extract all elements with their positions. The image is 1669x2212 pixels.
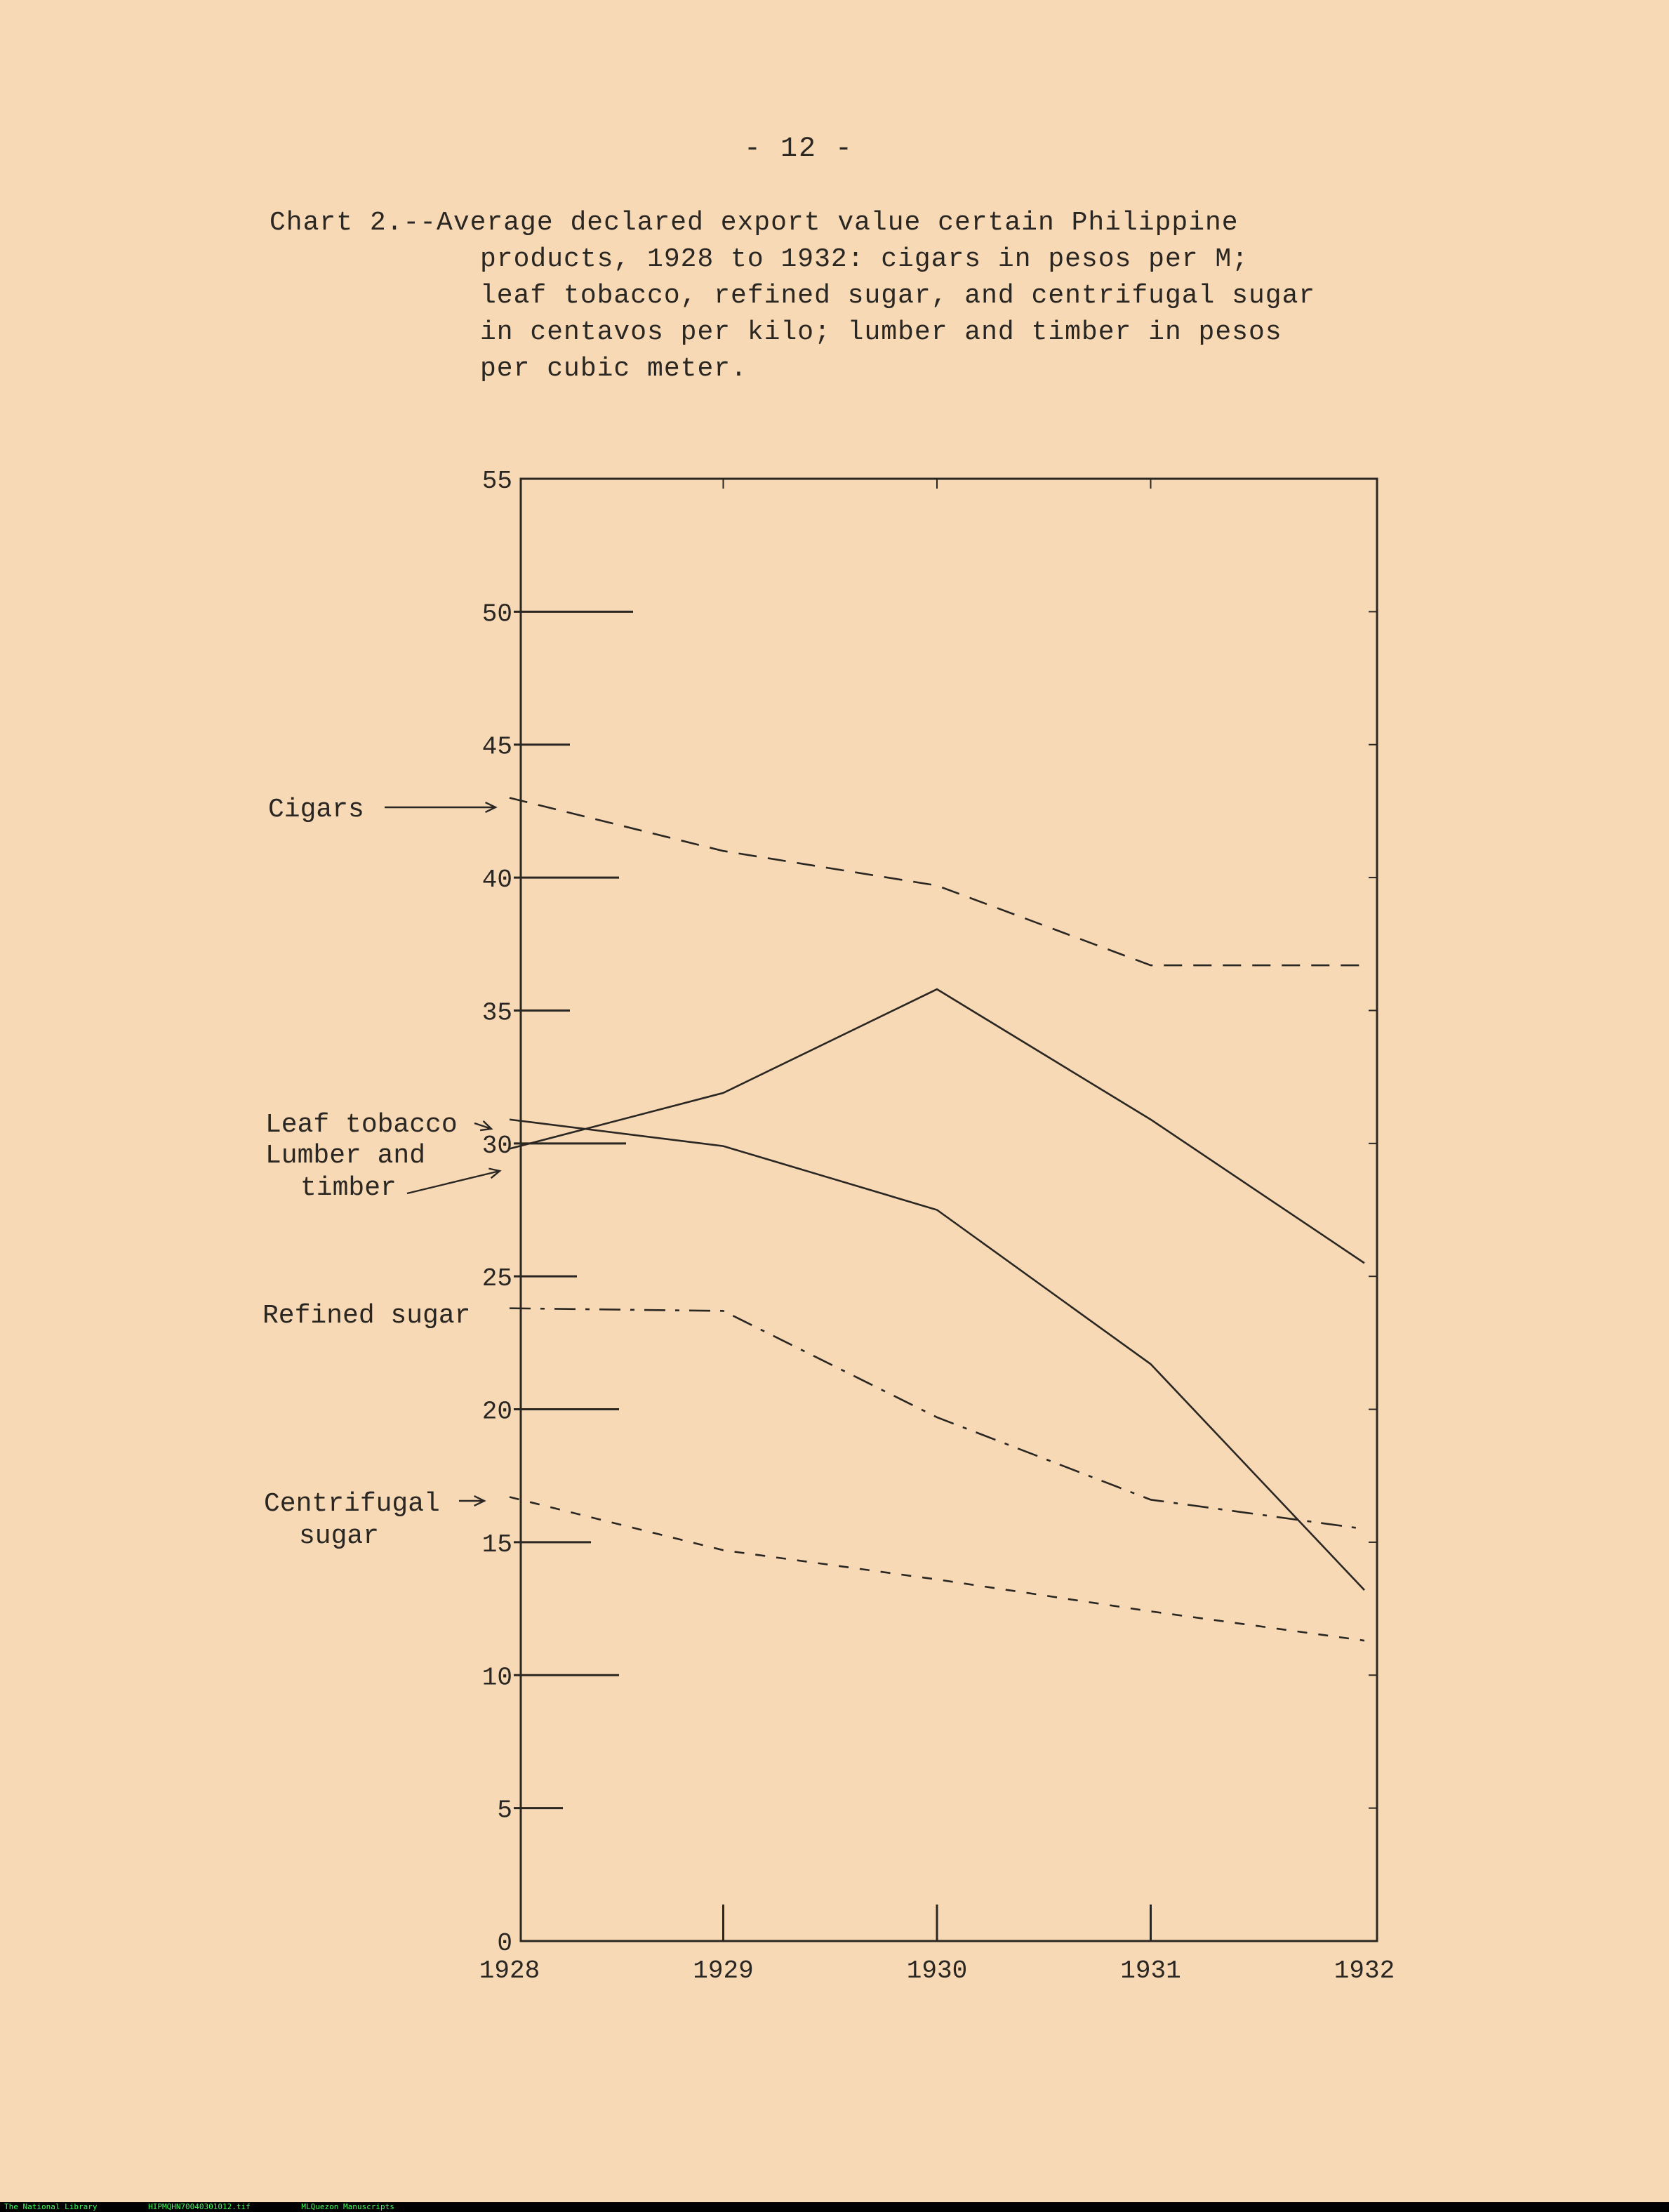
series-line-centrifugal-sugar: [510, 1497, 1364, 1641]
y-tick-label: 50: [481, 600, 512, 629]
series-label-centrifugal-sugar: Centrifugal: [264, 1489, 440, 1519]
series-label-lumber-and-timber: timber: [300, 1173, 397, 1203]
x-tick-label: 1931: [1120, 1956, 1181, 1985]
footer-filename: HIPMQHN70040301012.tif: [148, 2202, 251, 2211]
y-tick-label: 20: [481, 1397, 512, 1426]
caption-line: leaf tobacco, refined sugar, and centrifugal sugar: [480, 281, 1316, 311]
series-line-lumber-and-timber: [510, 989, 1364, 1263]
footer-library: The National Library: [4, 2202, 98, 2211]
y-tick-label: 10: [481, 1663, 512, 1693]
caption-line: products, 1928 to 1932: cigars in pesos per M;: [480, 244, 1249, 274]
y-tick-label: 55: [481, 467, 512, 496]
x-tick-label: 1932: [1334, 1956, 1395, 1985]
series-label-leaf-tobacco: Leaf tobacco: [265, 1110, 458, 1140]
footer-collection: MLQuezon Manuscripts: [301, 2202, 394, 2211]
arrow-icon: [407, 1171, 500, 1193]
y-tick-label: 40: [481, 866, 512, 895]
archive-footer: [0, 2202, 1669, 2212]
x-tick-label: 1930: [906, 1956, 968, 1985]
series-label-cigars: Cigars: [268, 795, 364, 825]
x-tick-label: 1929: [693, 1956, 754, 1985]
page-number: - 12 -: [744, 133, 854, 165]
y-tick-label: 30: [481, 1131, 512, 1160]
y-tick-label: 15: [481, 1530, 512, 1559]
series-label-refined-sugar: Refined sugar: [262, 1301, 471, 1331]
caption-line: per cubic meter.: [480, 354, 747, 384]
y-tick-label: 35: [481, 998, 512, 1028]
plot-frame: [521, 479, 1377, 1941]
series-line-cigars: [510, 797, 1364, 965]
series-label-lumber-and-timber: Lumber and: [265, 1141, 426, 1171]
series-line-refined-sugar: [510, 1309, 1364, 1529]
x-tick-label: 1928: [479, 1956, 540, 1985]
y-tick-label: 25: [481, 1264, 512, 1294]
y-tick-label: 5: [497, 1796, 512, 1825]
series-label-centrifugal-sugar: sugar: [299, 1521, 380, 1551]
series-line-leaf-tobacco: [510, 1120, 1364, 1590]
y-tick-label: 0: [497, 1929, 512, 1958]
caption-line: in centavos per kilo; lumber and timber in pesos: [480, 317, 1282, 347]
caption-line: Chart 2.--Average declared export value certain Philippine: [270, 208, 1239, 238]
y-tick-label: 45: [481, 732, 512, 762]
